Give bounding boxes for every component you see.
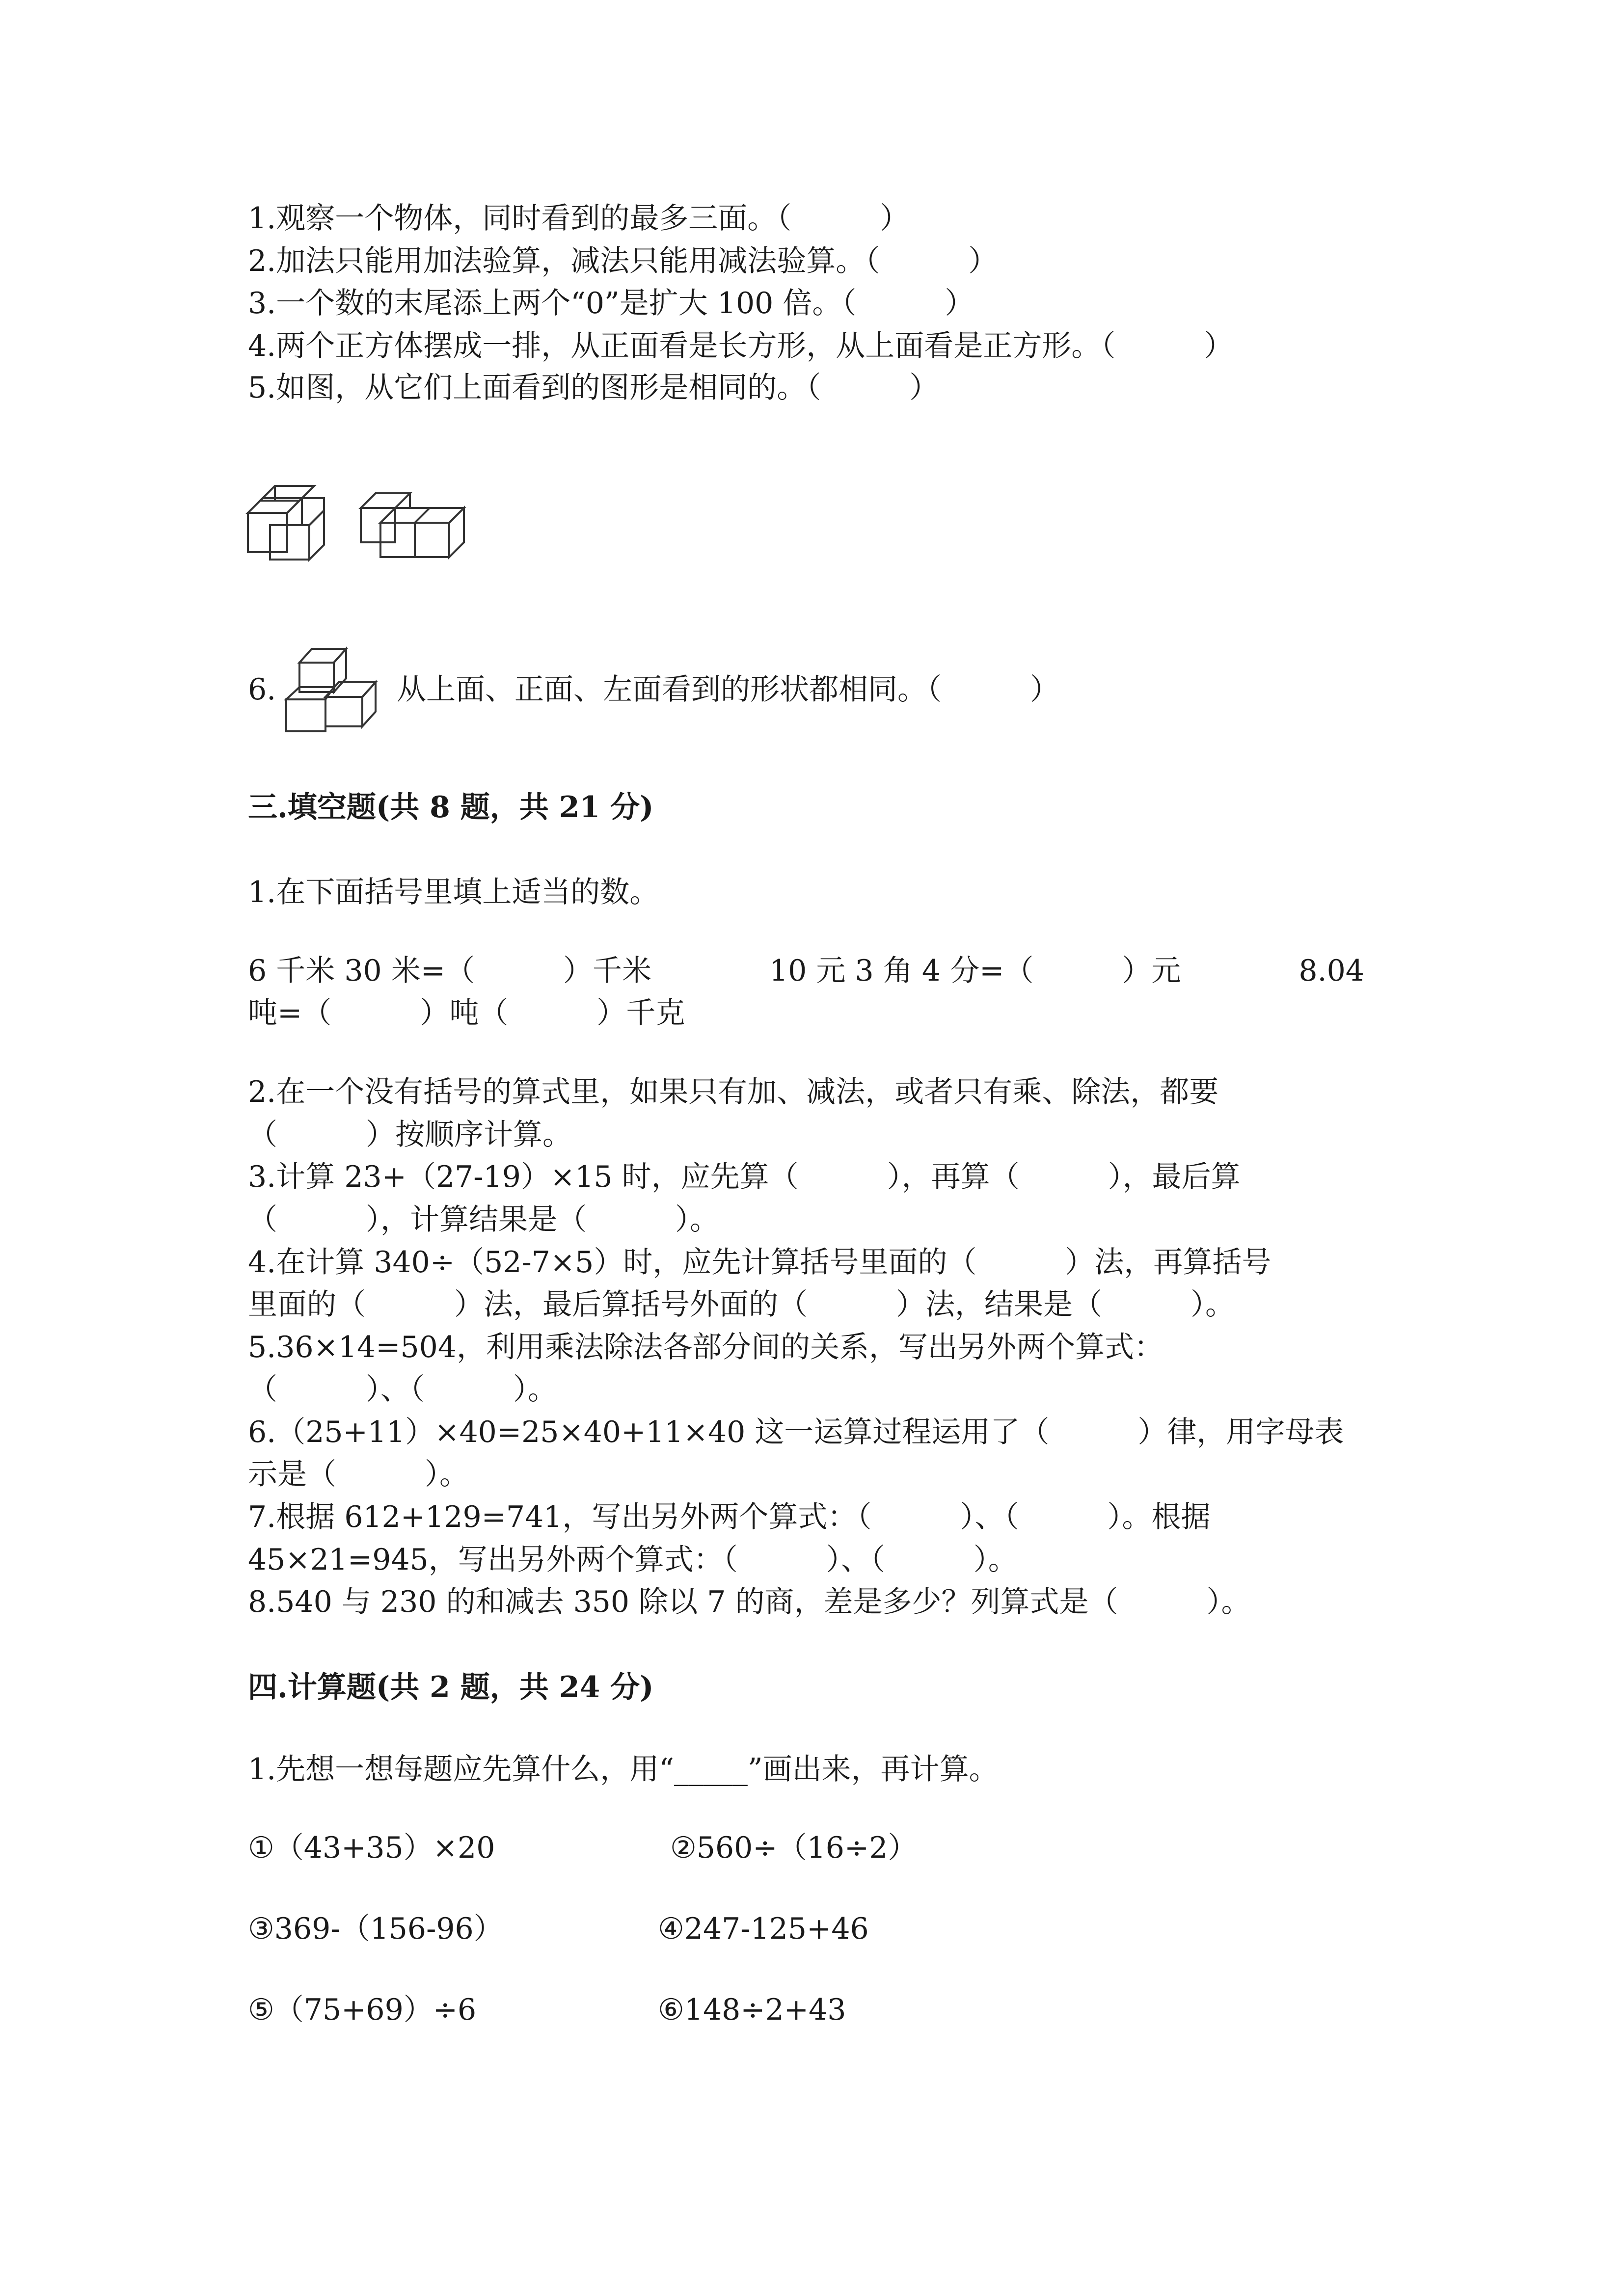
judgement-item-4: 4.两个正方体摆成一排，从正面看是长方形，从上面看是正方形。（ ） [248, 329, 1234, 363]
fill-line: 里面的（ ）法，最后算括号外面的（ ）法，结果是（ ）。 [248, 1287, 1235, 1322]
fill-line: 7.根据 612+129=741，写出另外两个算式：（ ）、（ ）。根据 [248, 1500, 1211, 1534]
judgement-item-2: 2.加法只能用加法验算，减法只能用减法验算。（ ） [248, 244, 998, 278]
calc-intro: 1.先想一想每题应先算什么，用“_____”画出来，再计算。 [248, 1752, 999, 1787]
fill-line: 吨=（ ）吨（ ）千克 [248, 996, 685, 1030]
calc-problem-6: ⑥148÷2+43 [658, 1993, 846, 2027]
calc-problem-2: ②560÷（16÷2） [670, 1831, 918, 1865]
fill-line: 45×21=945，写出另外两个算式：（ ）、（ ）。 [248, 1543, 1018, 1577]
fill-line: （ ），计算结果是（ ）。 [248, 1202, 719, 1237]
fill-line: 2.在一个没有括号的算式里，如果只有加、减法，或者只有乘、除法，都要 [248, 1075, 1219, 1109]
fill-line: （ ）按顺序计算。 [248, 1118, 572, 1152]
cube-figure-left [245, 479, 344, 562]
fill-line: 4.在计算 340÷（52-7×5）时，应先计算括号里面的（ ）法，再算括号 [248, 1245, 1272, 1280]
fill-line: 3.计算 23+（27-19）×15 时，应先算（ ），再算（ ），最后算 [248, 1160, 1241, 1194]
calc-problem-4: ④247-125+46 [658, 1912, 869, 1946]
judgement-item-1: 1.观察一个物体，同时看到的最多三面。（ ） [248, 201, 910, 236]
fill-line: 6 千米 30 米=（ ）千米 10 元 3 角 4 分=（ ）元 8.04 [248, 954, 1364, 988]
calc-problem-3: ③369-（156-96） [248, 1912, 503, 1946]
calc-problem-5: ⑤（75+69）÷6 [248, 1993, 477, 2027]
calc-section-heading: 四.计算题(共 2 题，共 24 分) [248, 1670, 654, 1705]
judgement-item-6-number: 6. [248, 672, 276, 707]
fill-line: 1.在下面括号里填上适当的数。 [248, 875, 659, 909]
fill-line: 5.36×14=504，利用乘法除法各部分间的关系，写出另外两个算式： [248, 1330, 1164, 1364]
fill-section-heading: 三.填空题(共 8 题，共 21 分) [248, 790, 654, 825]
calc-problem-1: ①（43+35）×20 [248, 1831, 495, 1865]
judgement-item-3: 3.一个数的末尾添上两个“0”是扩大 100 倍。（ ） [248, 286, 974, 320]
judgement-item-6-text: 从上面、正面、左面看到的形状都相同。（ ） [397, 672, 1059, 707]
fill-line: 6.（25+11）×40=25×40+11×40 这一运算过程运用了（ ）律，用字母表 [248, 1415, 1344, 1449]
judgement-item-5: 5.如图，从它们上面看到的图形是相同的。（ ） [248, 371, 939, 405]
cube-figure-l-shape [282, 643, 390, 734]
fill-line: 8.540 与 230 的和减去 350 除以 7 的商，差是多少？列算式是（ ）。 [248, 1585, 1251, 1619]
cube-figure-right [358, 486, 476, 564]
fill-line: 示是（ ）。 [248, 1457, 469, 1492]
fill-line: （ ）、（ ）。 [248, 1372, 557, 1407]
